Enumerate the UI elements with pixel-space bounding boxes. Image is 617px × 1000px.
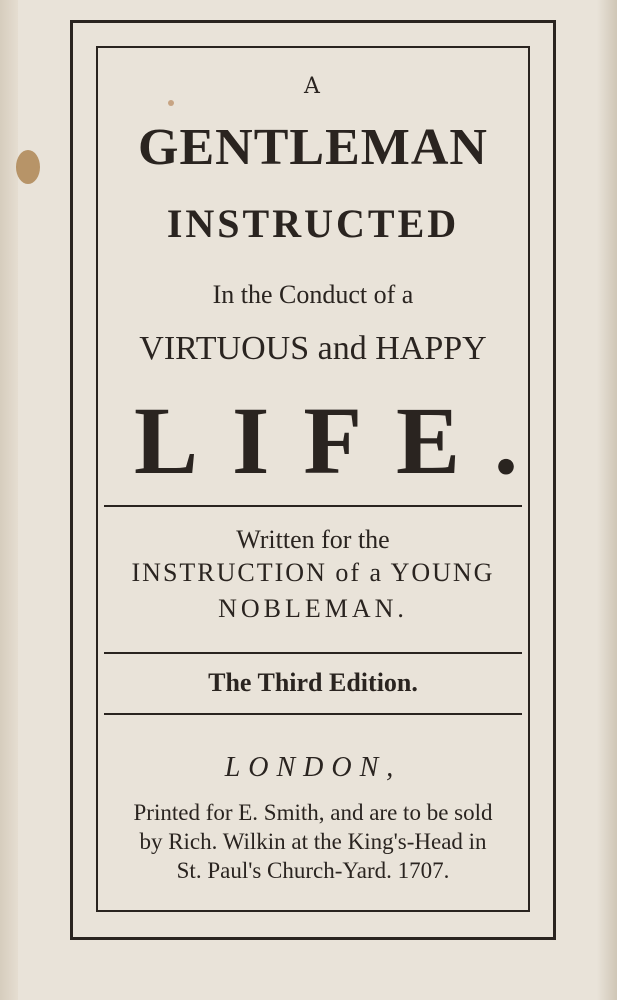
imprint-place: LONDON, [224, 752, 402, 783]
title-life: LIFE. [133, 387, 553, 494]
subtitle-written-for: Written for the [236, 525, 390, 554]
page-stain [16, 150, 40, 184]
imprint-line-3: St. Paul's Church-Yard. 1707. [176, 858, 450, 883]
page-gutter [0, 0, 18, 1000]
imprint-line-2: by Rich. Wilkin at the King's-Head in [139, 829, 487, 854]
title-instructed: INSTRUCTED [166, 201, 460, 246]
rule-1 [104, 505, 522, 507]
title-conduct-line: In the Conduct of a [212, 280, 414, 309]
subtitle-instruction: INSTRUCTION of a YOUNG [131, 558, 495, 587]
title-article: A [304, 74, 322, 99]
subtitle-nobleman: NOBLEMAN. [218, 594, 408, 623]
rule-3 [104, 713, 522, 715]
rule-2 [104, 652, 522, 654]
imprint-line-1: Printed for E. Smith, and are to be sold [133, 800, 493, 825]
title-gentleman: GENTLEMAN [138, 119, 488, 176]
page-edge-shadow [597, 0, 617, 1000]
edition-statement: The Third Edition. [208, 668, 418, 697]
title-virtuous-line: VIRTUOUS and HAPPY [139, 330, 487, 367]
